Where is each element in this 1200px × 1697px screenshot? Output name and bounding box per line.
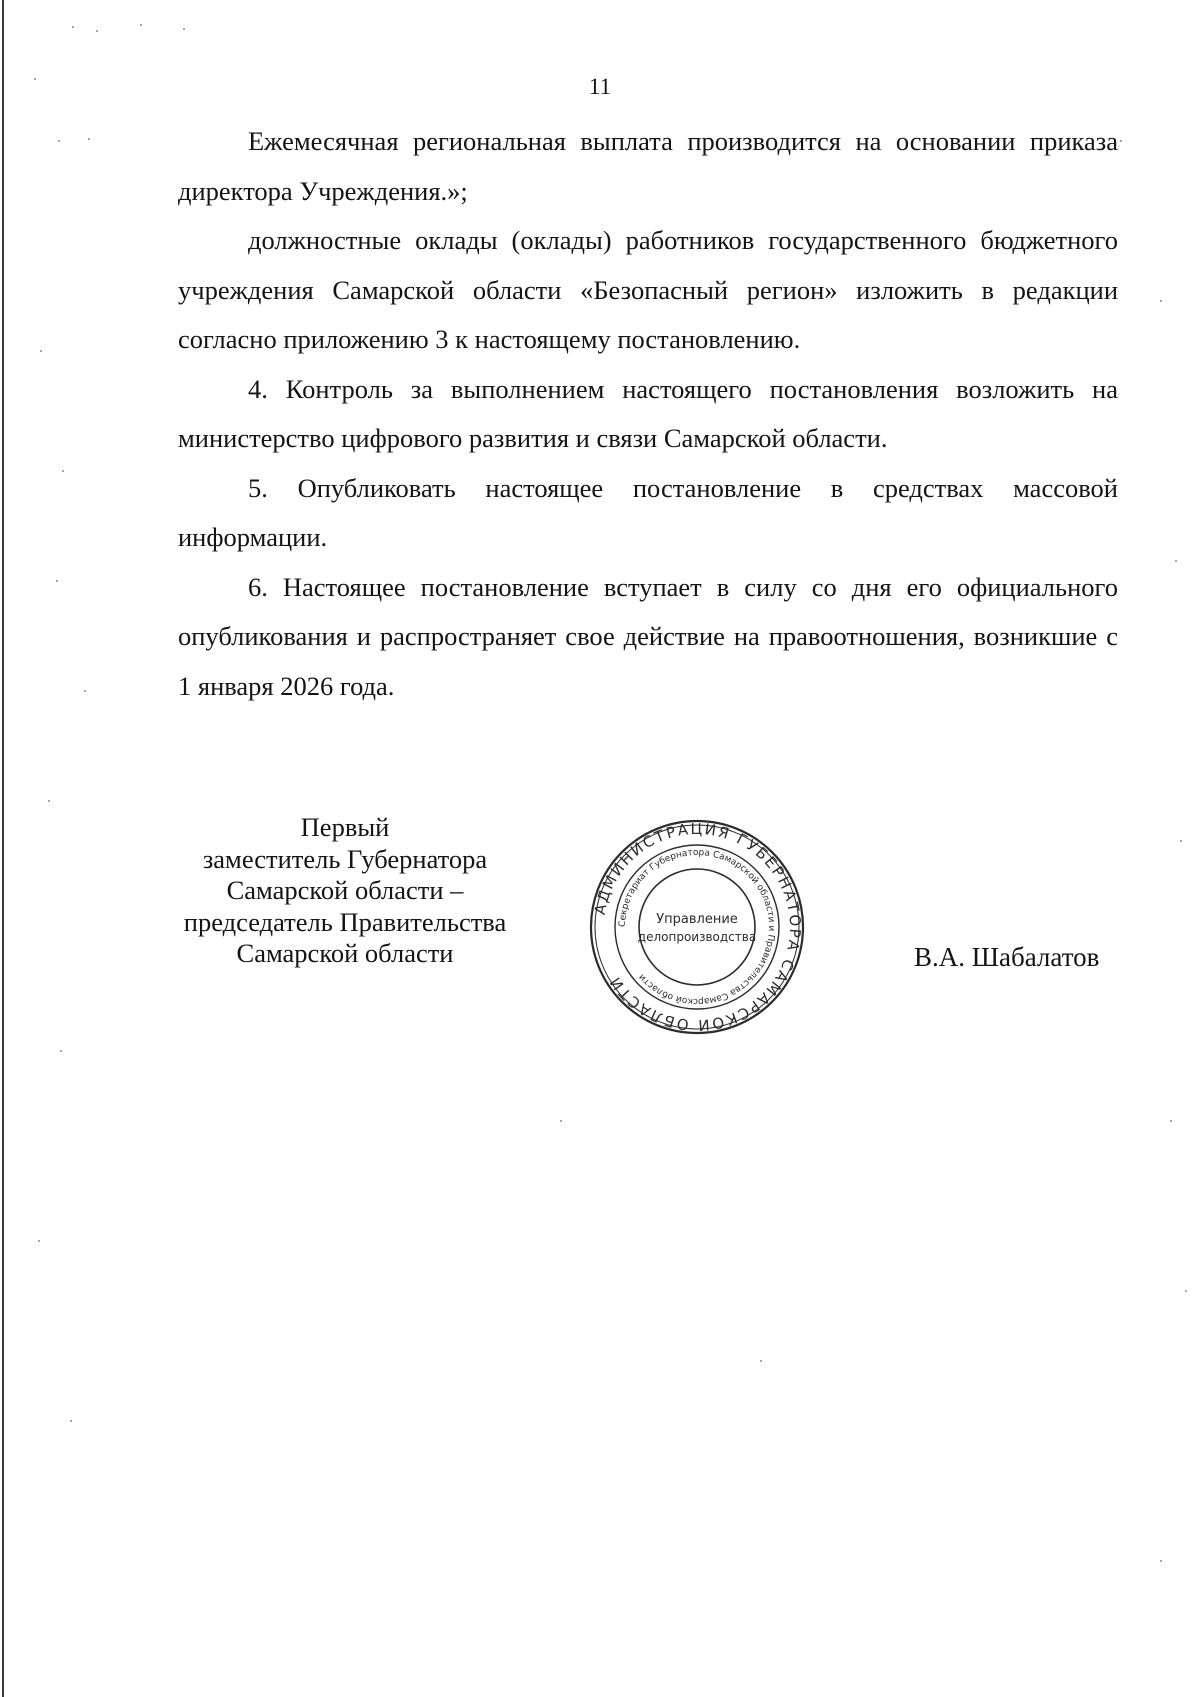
signature-title	[170, 812, 520, 970]
scan-edge-line	[2, 0, 4, 1697]
signature-title-line: Первый	[300, 812, 390, 842]
signature-title-line: Самарской области –	[226, 875, 464, 905]
stamp-center-line-1: Управление	[656, 912, 738, 927]
signature-title-line: заместитель Губернатора	[202, 843, 488, 874]
signature-title-line: Самарской области	[236, 938, 454, 968]
page-number: 11	[588, 74, 612, 99]
paragraph-monthly-payment: Ежемесячная региональная выплата производится на основании приказа директора Учреждения.»;	[178, 126, 1118, 206]
body-text	[178, 117, 1118, 711]
stamp-center-line-2: делопроизводства	[637, 930, 757, 944]
paragraph-salaries: должностные оклады (оклады) работников государственного бюджетного учреждения Самарской области «Безопасный регион» изложить в редакции согласно приложению 3 к настоящему постановлению.	[178, 225, 1118, 354]
paragraph-control: 4. Контроль за выполнением настоящего постановления возложить на министерство цифрового развития и связи Самарской области.	[178, 373, 1118, 453]
official-stamp	[587, 817, 807, 1037]
signatory-name: В.А. Шабалатов	[914, 942, 1100, 972]
paragraph-publish: 5. Опубликовать настоящее постановление в средствах массовой информации.	[178, 472, 1118, 552]
stamp-middle-text: Секретариат Губернатора Самарской области и Правительства Самарской области	[617, 847, 777, 1007]
signature-title-line: председатель Правительства	[183, 906, 507, 937]
paragraph-effective-date: 6. Настоящее постановление вступает в силу со дня его официального опубликования и распространяет свое действие на правоотношения, возникшие с 1 января 2026 года.	[178, 571, 1118, 701]
stamp-inner-ring	[639, 869, 755, 985]
stamp-outer-text: АДМИНИСТРАЦИЯ ГУБЕРНАТОРА САМАРСКОЙ ОБЛАСТИ	[590, 819, 805, 1035]
